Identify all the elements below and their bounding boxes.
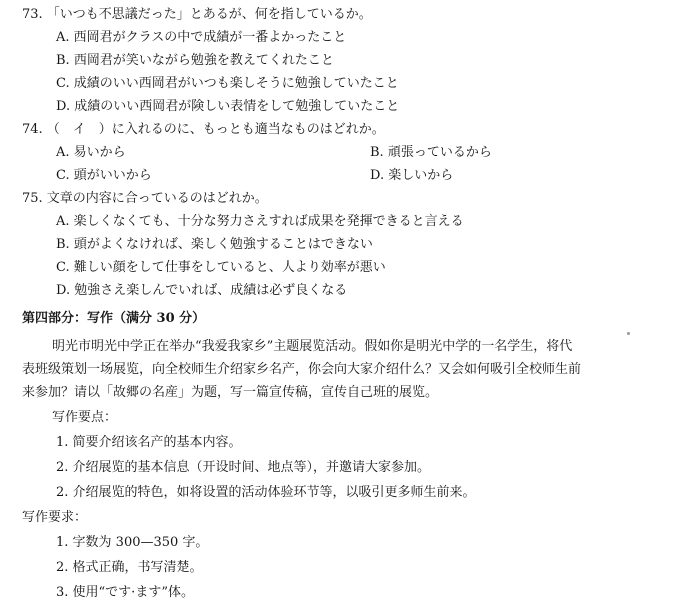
question-75-stem: 75. 文章の内容に合っているのはどれか。 [22, 191, 268, 206]
writing-point-2: 2. 介绍展览的基本信息（开设时间、地点等），并邀请大家参加。 [56, 460, 431, 475]
question-74-option-a: A. 易いから [56, 145, 126, 160]
question-73-option-d: D. 成績のいい西岡君が険しい表情をして勉強していたこと [56, 99, 400, 114]
writing-prompt-line-1: 明光市明光中学正在举办“我爱我家乡”主题展览活动。假如你是明光中学的一名学生，将代 [52, 339, 573, 354]
writing-point-1: 1. 简要介绍该名产的基本内容。 [56, 435, 242, 450]
writing-prompt-line-3: 来参加？请以「故郷の名産」为题，写一篇宣传稿，宣传自己班的展览。 [22, 385, 439, 400]
writing-requirement-3: 3. 使用“です·ます”体。 [56, 585, 194, 600]
question-73-option-b: B. 西岡君が笑いながら勉強を教えてくれたこと [56, 53, 334, 68]
question-75-option-a: A. 楽しくなくても、十分な努力さえすれば成果を発揮できると言える [56, 214, 464, 229]
writing-requirement-2: 2. 格式正确，书写清楚。 [56, 560, 203, 575]
question-73-option-c: C. 成績のいい西岡君がいつも楽しそうに勉強していたこと [56, 76, 399, 91]
writing-prompt-line-2: 表班级策划一场展览，向全校师生介绍家乡名产，你会向大家介绍什么？又会如何吸引全校师生前 [22, 362, 582, 377]
question-74-stem: 74. （ イ ）に入れるのに、もっとも適当なものはどれか。 [22, 122, 385, 137]
question-75-option-c: C. 難しい顔をして仕事をしていると、人より効率が悪い [56, 260, 386, 275]
question-74-option-b: B. 頑張っているから [370, 145, 492, 160]
question-74-option-d: D. 楽しいから [370, 168, 454, 183]
scan-speck [627, 332, 630, 335]
question-75-option-d: D. 勉強さえ楽しんでいれば、成績は必ず良くなる [56, 283, 348, 298]
writing-points-title: 写作要点： [52, 410, 118, 425]
question-75-option-b: B. 頭がよくなければ、楽しく勉強することはできない [56, 237, 373, 252]
question-74-option-c: C. 頭がいいから [56, 168, 152, 183]
question-73-stem: 73. 「いつも不思議だった」とあるが、何を指しているか。 [22, 7, 372, 22]
writing-requirement-1: 1. 字数为 300—350 字。 [56, 535, 209, 550]
writing-requirements-title: 写作要求： [22, 510, 88, 525]
question-73-option-a: A. 西岡君がクラスの中で成績が一番よかったこと [56, 30, 347, 45]
writing-section-title: 第四部分：写作（满分 30 分） [22, 311, 206, 326]
writing-point-3: 2. 介绍展览的特色，如将设置的活动体验环节等，以吸引更多师生前来。 [56, 485, 476, 500]
